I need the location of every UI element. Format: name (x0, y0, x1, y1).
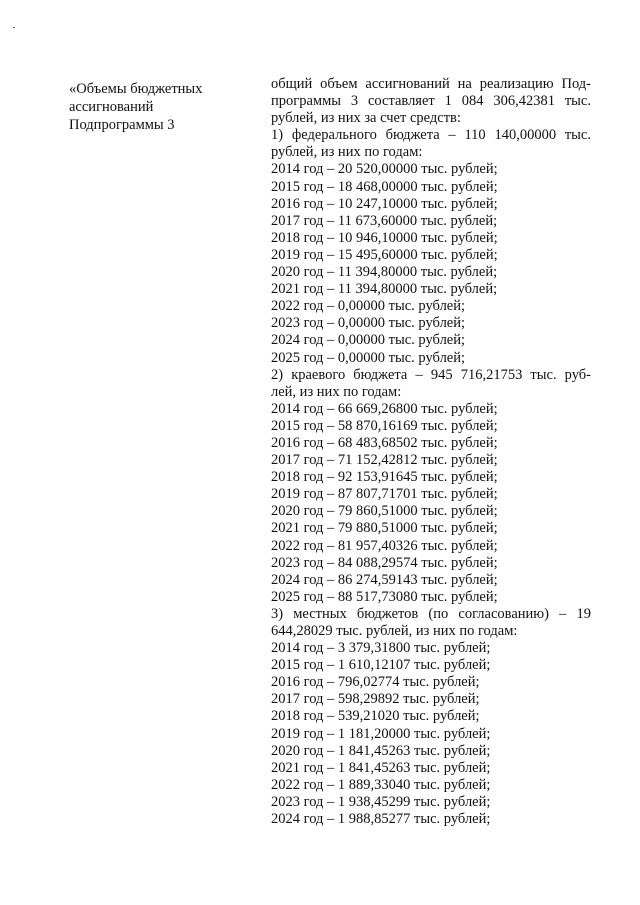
federal-year-row: 2021 год – 11 394,80000 тыс. рублей; (271, 281, 498, 298)
federal-heading: рублей, из них по годам: (271, 144, 423, 161)
regional-year-row: 2016 год – 68 483,68502 тыс. рублей; (271, 434, 498, 451)
regional-year-row: 2017 год – 71 152,42812 тыс. рублей; (271, 452, 498, 469)
intro-line: общий объем ассигнований на реализацию Под- (271, 76, 591, 92)
federal-year-row: 2014 год – 20 520,00000 тыс. рублей; (271, 161, 498, 178)
section-label (69, 80, 239, 134)
federal-year-row: 2023 год – 0,00000 тыс. рублей; (271, 315, 466, 332)
local-year-row: 2018 год – 539,21020 тыс. рублей; (271, 708, 480, 725)
federal-heading: 1) федерального бюджета – 110 140,00000 тыс. (271, 127, 591, 144)
federal-year-row: 2025 год – 0,00000 тыс. рублей; (271, 349, 466, 366)
section-label-line: «Объемы бюджетных (69, 81, 203, 97)
intro-line: программы 3 составляет 1 084 306,42381 тыс. (271, 93, 591, 110)
funding-description (271, 76, 591, 828)
section-label-line: Подпрограммы 3 (69, 117, 175, 133)
local-year-row: 2017 год – 598,29892 тыс. рублей; (271, 691, 480, 708)
regional-budget-block (271, 367, 591, 606)
regional-year-row: 2022 год – 81 957,40326 тыс. рублей; (271, 537, 498, 554)
local-heading: 644,28029 тыс. рублей, из них по годам: (271, 623, 518, 639)
federal-year-row: 2016 год – 10 247,10000 тыс. рублей; (271, 195, 498, 212)
federal-year-row: 2020 год – 11 394,80000 тыс. рублей; (271, 264, 498, 281)
local-year-row: 2014 год – 3 379,31800 тыс. рублей; (271, 640, 491, 657)
regional-year-row: 2021 год – 79 880,51000 тыс. рублей; (271, 520, 498, 537)
local-heading: 3) местных бюджетов (по согласованию) – 19 (271, 605, 591, 622)
scan-speck (13, 27, 15, 28)
federal-year-row: 2022 год – 0,00000 тыс. рублей; (271, 298, 466, 315)
regional-year-row: 2015 год – 58 870,16169 тыс. рублей; (271, 417, 498, 434)
regional-year-row: 2024 год – 86 274,59143 тыс. рублей; (271, 571, 498, 588)
regional-year-row: 2025 год – 88 517,73080 тыс. рублей; (271, 588, 498, 605)
local-year-row: 2022 год – 1 889,33040 тыс. рублей; (271, 776, 491, 793)
local-year-row: 2021 год – 1 841,45263 тыс. рублей; (271, 759, 491, 776)
regional-year-row: 2023 год – 84 088,29574 тыс. рублей; (271, 554, 498, 571)
local-year-row: 2015 год – 1 610,12107 тыс. рублей; (271, 657, 491, 674)
local-year-row: 2020 год – 1 841,45263 тыс. рублей; (271, 742, 491, 759)
federal-year-row: 2019 год – 15 495,60000 тыс. рублей; (271, 246, 498, 263)
local-year-row: 2019 год – 1 181,20000 тыс. рублей; (271, 725, 491, 742)
regional-year-row: 2020 год – 79 860,51000 тыс. рублей; (271, 503, 498, 520)
regional-heading: лей, из них по годам: (271, 383, 402, 400)
federal-year-row: 2024 год – 0,00000 тыс. рублей; (271, 332, 466, 349)
regional-heading: 2) краевого бюджета – 945 716,21753 тыс. руб- (271, 366, 591, 383)
regional-year-row: 2018 год – 92 153,91645 тыс. рублей; (271, 469, 498, 486)
local-year-row: 2016 год – 796,02774 тыс. рублей; (271, 674, 480, 691)
federal-year-row: 2015 год – 18 468,00000 тыс. рублей; (271, 178, 498, 195)
federal-budget-block (271, 127, 591, 366)
regional-year-row: 2019 год – 87 807,71701 тыс. рублей; (271, 486, 498, 503)
local-year-row: 2023 год – 1 938,45299 тыс. рублей; (271, 793, 491, 810)
local-budget-block (271, 606, 591, 828)
federal-year-row: 2017 год – 11 673,60000 тыс. рублей; (271, 212, 498, 229)
section-label-line: ассигнований (69, 99, 154, 115)
intro-line: рублей, из них за счет средств: (271, 110, 461, 127)
federal-year-row: 2018 год – 10 946,10000 тыс. рублей; (271, 229, 498, 246)
local-year-row: 2024 год – 1 988,85277 тыс. рублей; (271, 811, 491, 828)
regional-year-row: 2014 год – 66 669,26800 тыс. рублей; (271, 400, 498, 417)
